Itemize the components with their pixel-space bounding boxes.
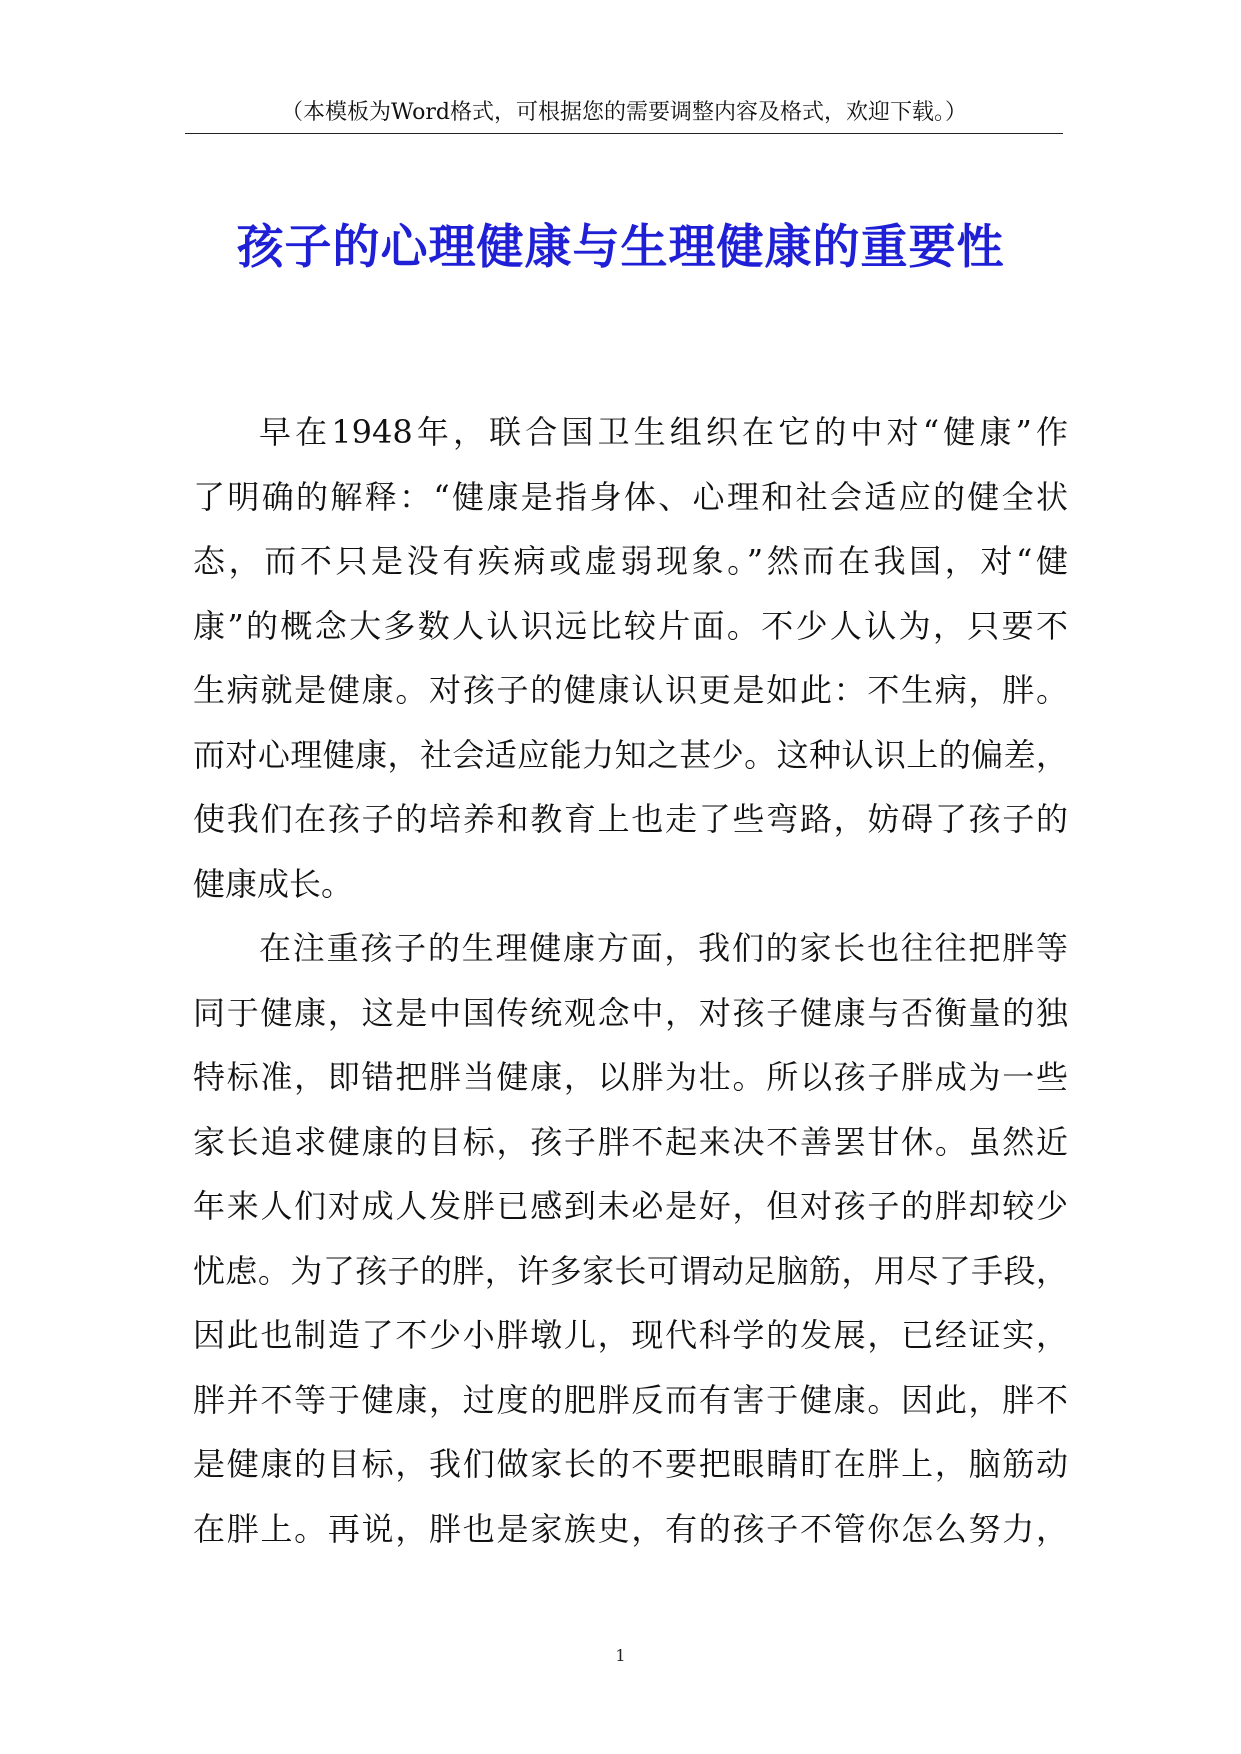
- paragraph-2-line-10: 在胖上。再说，胖也是家族史，有的孩子不管你怎么努力，: [193, 1509, 1068, 1548]
- paragraph-2-line-4: 家长追求健康的目标，孩子胖不起来决不善罢甘休。虽然近: [193, 1122, 1068, 1161]
- paragraph-2-line-2: 同于健康，这是中国传统观念中，对孩子健康与否衡量的独: [193, 993, 1068, 1032]
- header-note: （本模板为Word格式，可根据您的需要调整内容及格式，欢迎下载。）: [281, 100, 967, 125]
- paragraph-2-line-3: 特标准，即错把胖当健康，以胖为壮。所以孩子胖成为一些: [193, 1058, 1068, 1096]
- paragraph-2-line-6: 忧虑。为了孩子的胖，许多家长可谓动足脑筋，用尽了手段，: [193, 1251, 1068, 1290]
- paragraph-1-line-7: 使我们在孩子的培养和教育上也走了些弯路，妨碍了孩子的: [193, 800, 1068, 838]
- paragraph-2-line-9: 是健康的目标，我们做家长的不要把眼睛盯在胖上，脑筋动: [193, 1445, 1068, 1483]
- header-rule: [185, 133, 1063, 134]
- document-title: 孩子的心理健康与生理健康的重要性: [236, 220, 1005, 275]
- paragraph-1-line-8: 健康成长。: [193, 864, 354, 903]
- paragraph-2-line-8: 胖并不等于健康，过度的肥胖反而有害于健康。因此，胖不: [193, 1380, 1068, 1419]
- paragraph-1-line-5: 生病就是健康。对孩子的健康认识更是如此：不生病，胖。: [193, 671, 1068, 709]
- body-text: [193, 400, 1068, 1561]
- paragraph-1-line-1: 早在1948年，联合国卫生组织在它的中对“健康”作: [259, 413, 1068, 451]
- page-number: 1: [615, 1646, 626, 1665]
- paragraph-2-line-1: 在注重孩子的生理健康方面，我们的家长也往往把胖等: [259, 929, 1068, 967]
- paragraph-1-line-6: 而对心理健康，社会适应能力知之甚少。这种认识上的偏差，: [193, 735, 1068, 774]
- paragraph-1-line-2: 了明确的解释：“健康是指身体、心理和社会适应的健全状: [193, 477, 1068, 516]
- paragraph-2-line-7: 因此也制造了不少小胖墩儿，现代科学的发展，已经证实，: [193, 1316, 1068, 1354]
- paragraph-2-line-5: 年来人们对成人发胖已感到未必是好，但对孩子的胖却较少: [193, 1187, 1068, 1225]
- paragraph-1-line-4: 康”的概念大多数人认识远比较片面。不少人认为，只要不: [193, 606, 1068, 645]
- paragraph-1-line-3: 态，而不只是没有疾病或虚弱现象。”然而在我国，对“健: [193, 542, 1068, 580]
